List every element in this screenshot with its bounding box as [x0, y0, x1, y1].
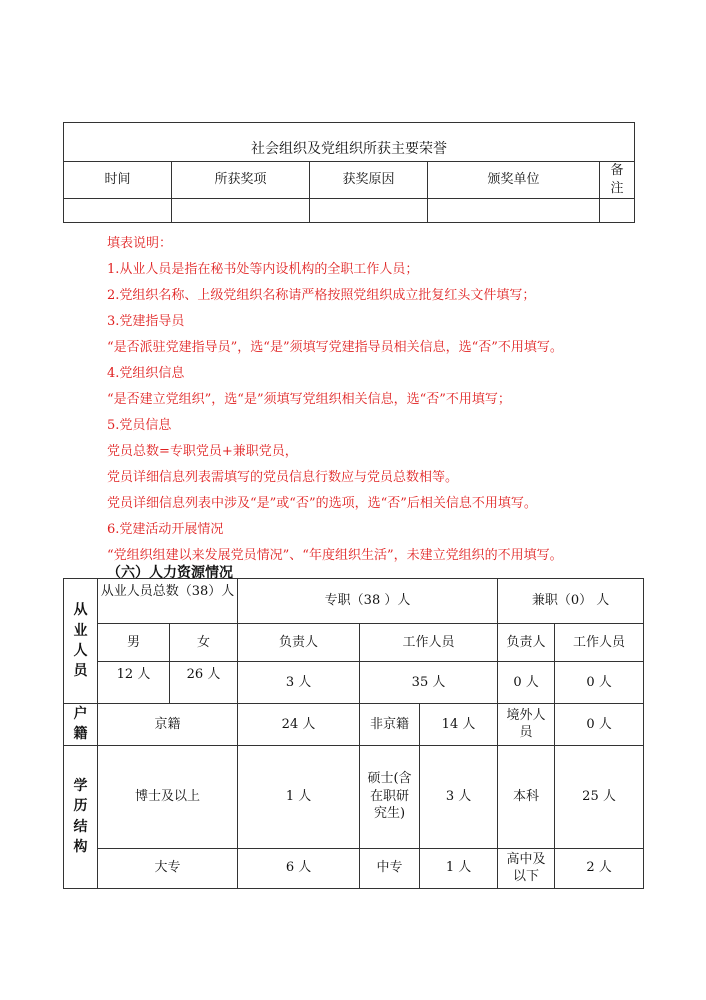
college-label: 大专: [98, 848, 238, 888]
ft-staff-count[interactable]: 35 人: [360, 662, 498, 704]
honors-table-title: 社会组织及党组织所获主要荣誉: [64, 123, 635, 162]
non-beijing-count[interactable]: 14 人: [420, 704, 498, 746]
instructions-heading: 填表说明：: [107, 236, 173, 251]
parttime-count: 兼职（0） 人: [498, 579, 644, 624]
overseas-label: 境外人员: [498, 704, 555, 746]
hr-table: [63, 578, 644, 889]
beijing-label: 京籍: [98, 704, 238, 746]
header-time: 时间: [64, 162, 172, 199]
note-line: 4.党组织信息: [107, 366, 185, 381]
female-count[interactable]: 26 人: [170, 662, 238, 704]
overseas-count[interactable]: 0 人: [555, 704, 644, 746]
technical-label: 中专: [360, 848, 420, 888]
honors-table: [63, 122, 635, 223]
header-reason: 获奖原因: [310, 162, 428, 199]
pt-leader-count[interactable]: 0 人: [498, 662, 555, 704]
note-line: 党员总数=专职党员+兼职党员，: [107, 444, 298, 459]
employees-label: 从业人员: [64, 579, 98, 704]
highschool-label: 高中及以下: [498, 848, 555, 888]
note-line: “是否建立党组织”，选“是”须填写党组织相关信息，选“否”不用填写；: [107, 392, 511, 407]
bachelor-label: 本科: [498, 745, 555, 848]
note-line: 2.党组织名称、上级党组织名称请严格按照党组织成立批复红头文件填写；: [107, 288, 536, 303]
empty-cell[interactable]: [428, 199, 600, 223]
empty-cell[interactable]: [172, 199, 310, 223]
header-issuer: 颁奖单位: [428, 162, 600, 199]
master-label: 硕士(含在职研究生): [360, 745, 420, 848]
master-count[interactable]: 3 人: [420, 745, 498, 848]
pt-staff-label: 工作人员: [555, 624, 644, 662]
note-line: “是否派驻党建指导员”，选“是”须填写党建指导员相关信息，选“否”不用填写。: [107, 340, 563, 355]
fulltime-count: 专职（38 ）人: [238, 579, 498, 624]
pt-leader-label: 负责人: [498, 624, 555, 662]
empty-cell[interactable]: [64, 199, 172, 223]
header-remark: 备注: [600, 162, 635, 199]
note-line: 党员详细信息列表需填写的党员信息行数应与党员总数相等。: [107, 470, 459, 485]
male-count[interactable]: 12 人: [98, 662, 170, 704]
ft-leader-label: 负责人: [238, 624, 360, 662]
note-line: 党员详细信息列表中涉及“是”或“否”的选项，选“否”后相关信息不用填写。: [107, 496, 537, 511]
education-label: 学历结构: [64, 745, 98, 888]
note-line: 1.从业人员是指在秘书处等内设机构的全职工作人员；: [107, 262, 419, 277]
phd-label: 博士及以上: [98, 745, 238, 848]
female-label: 女: [170, 624, 238, 662]
note-line: “党组织组建以来发展党员情况”、“年度组织生活”，未建立党组织的不用填写。: [107, 548, 563, 563]
total-employees: 从业人员总数（38）人: [98, 579, 238, 624]
empty-cell[interactable]: [600, 199, 635, 223]
bachelor-count[interactable]: 25 人: [555, 745, 644, 848]
phd-count[interactable]: 1 人: [238, 745, 360, 848]
empty-cell[interactable]: [310, 199, 428, 223]
highschool-count[interactable]: 2 人: [555, 848, 644, 888]
male-label: 男: [98, 624, 170, 662]
section-title: （六）人力资源情况: [107, 565, 233, 581]
college-count[interactable]: 6 人: [238, 848, 360, 888]
non-beijing-label: 非京籍: [360, 704, 420, 746]
huji-label: 户籍: [64, 704, 98, 746]
pt-staff-count[interactable]: 0 人: [555, 662, 644, 704]
note-line: 3.党建指导员: [107, 314, 185, 329]
note-line: 5.党员信息: [107, 418, 172, 433]
header-award: 所获奖项: [172, 162, 310, 199]
ft-leader-count[interactable]: 3 人: [238, 662, 360, 704]
ft-staff-label: 工作人员: [360, 624, 498, 662]
technical-count[interactable]: 1 人: [420, 848, 498, 888]
beijing-count[interactable]: 24 人: [238, 704, 360, 746]
note-line: 6.党建活动开展情况: [107, 522, 224, 537]
